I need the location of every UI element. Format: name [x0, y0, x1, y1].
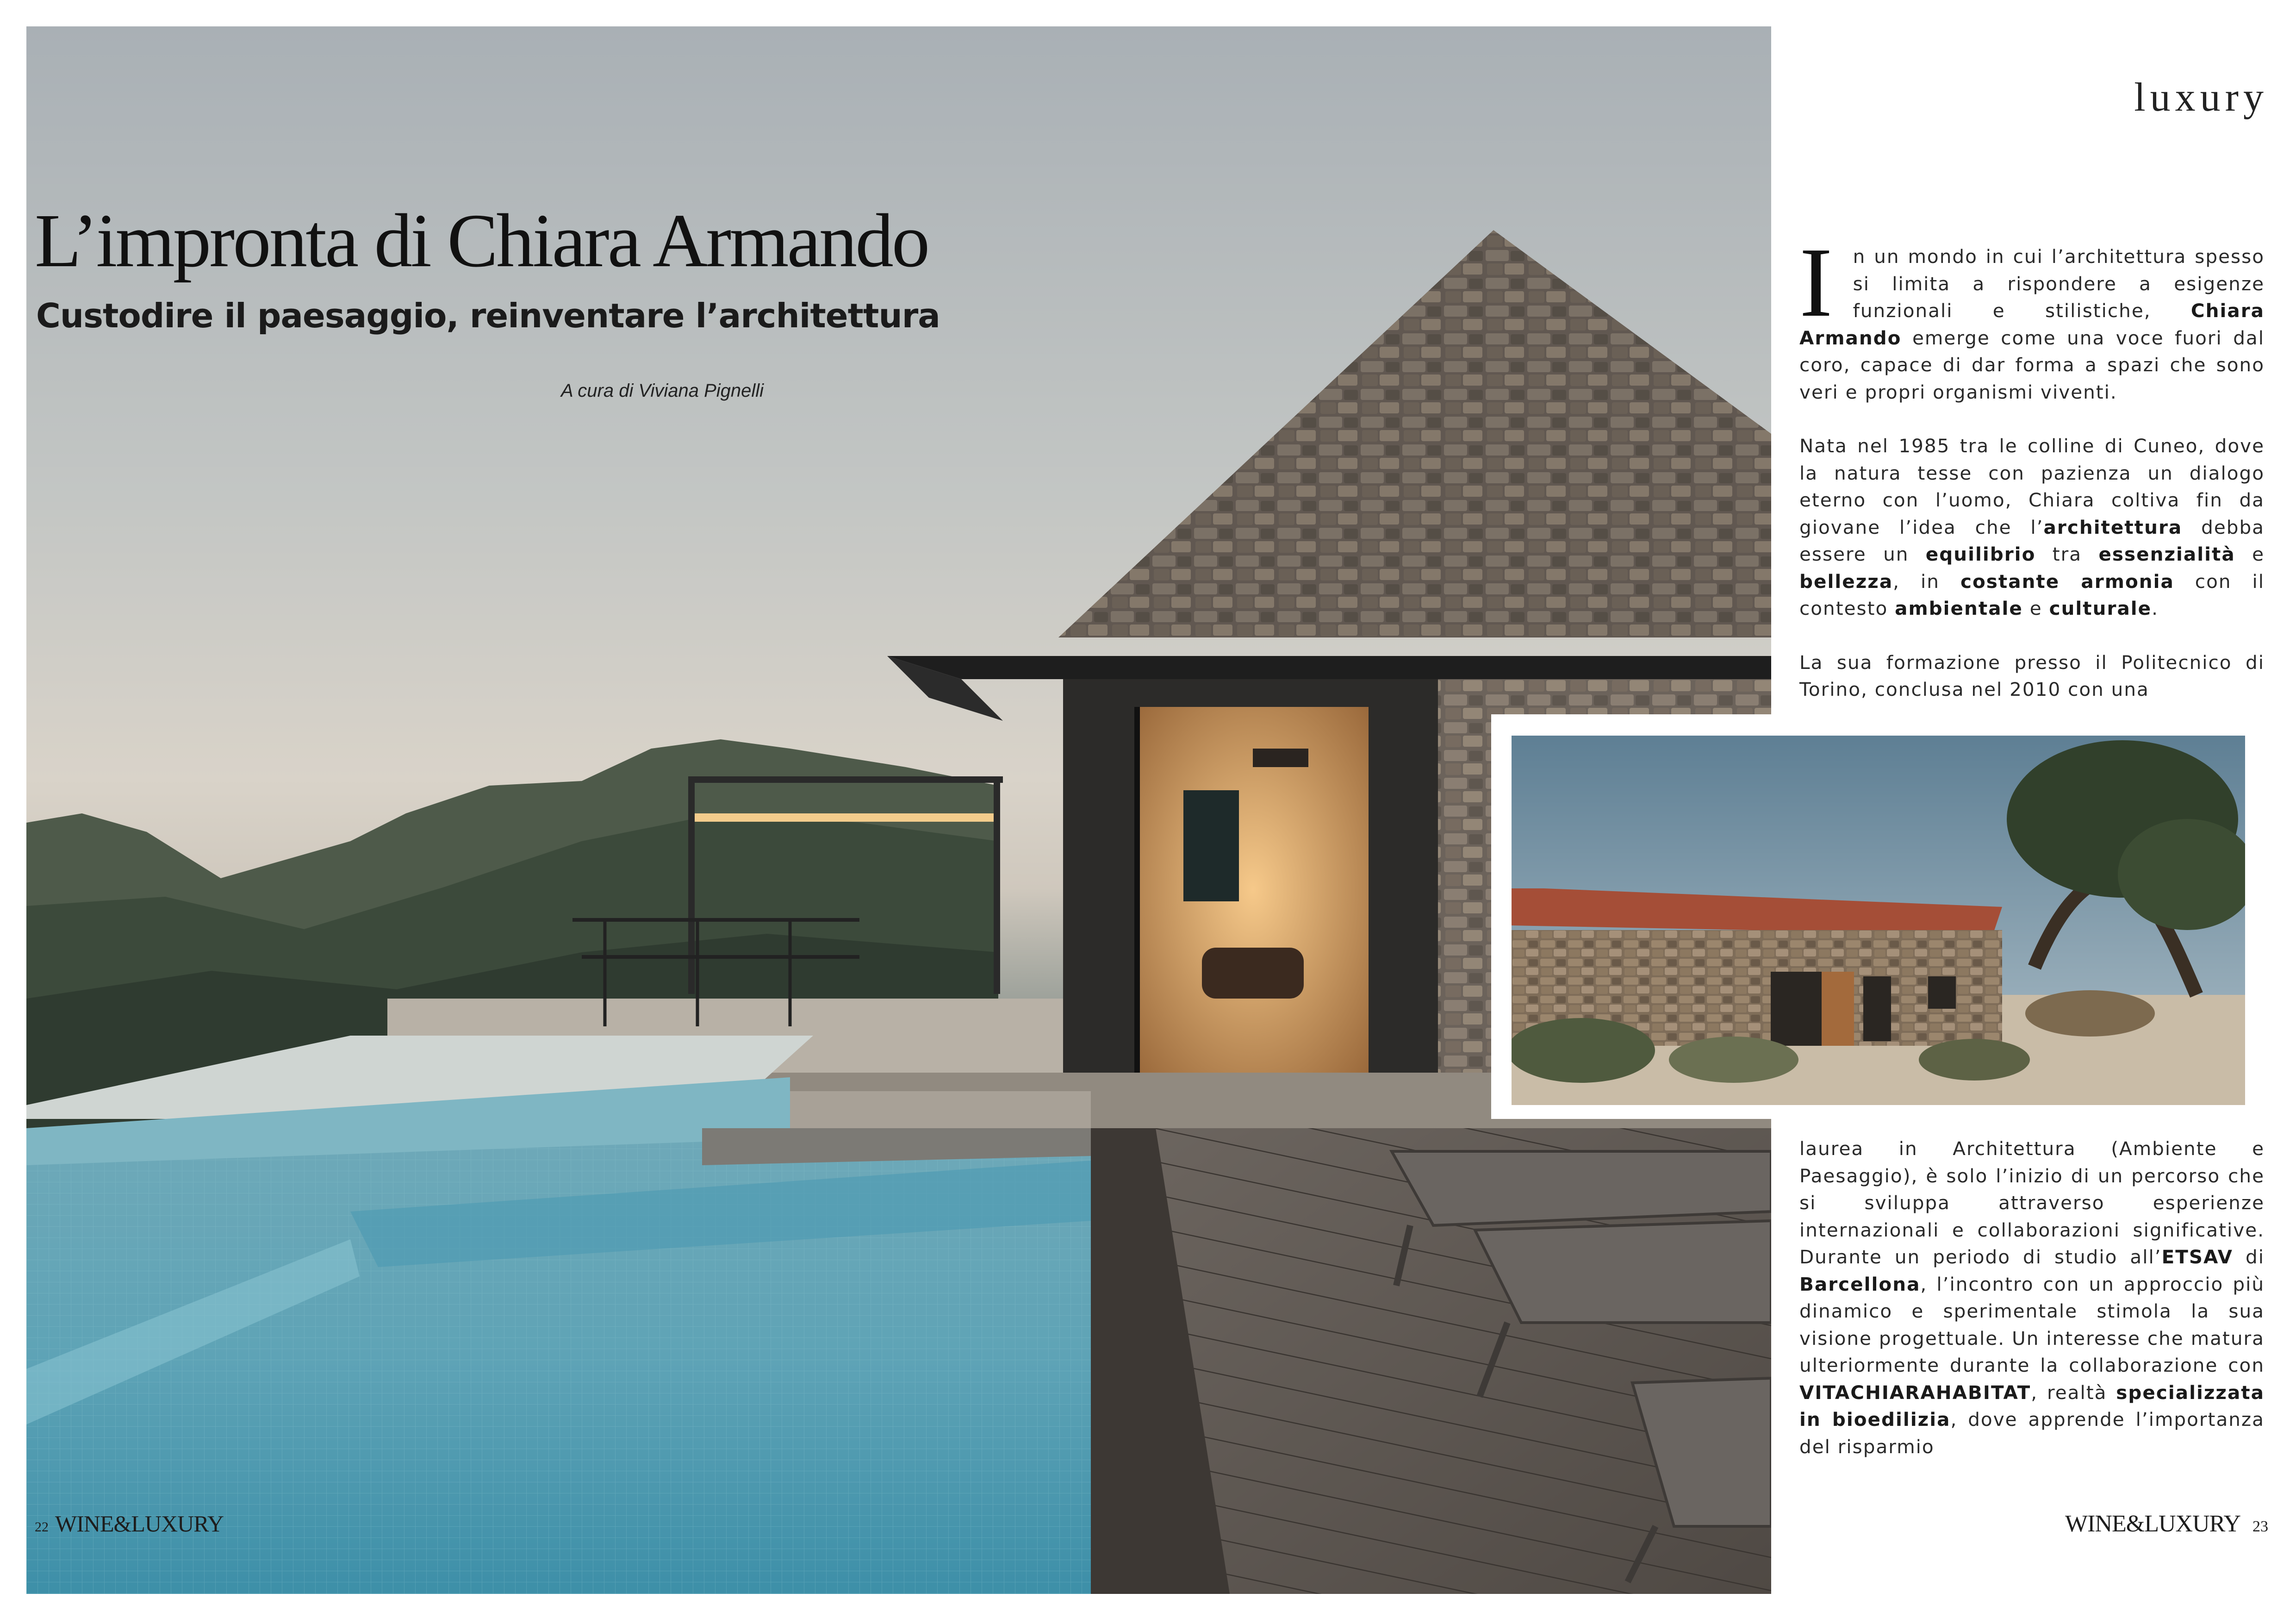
- bold-run: Barcellona: [1799, 1273, 1921, 1295]
- text-run: , l’incontro con un approccio più dinamico e sperimentale stimola la sua visione progettuale. Un interesse che matura ulteriormente durante la collaborazione con: [1799, 1273, 2265, 1376]
- bold-run: VITACHIARAHABITAT: [1799, 1381, 2031, 1404]
- text-run: e: [2022, 597, 2049, 619]
- rich-text: [1799, 1137, 2265, 1458]
- bold-run: costante armonia: [1960, 570, 2174, 593]
- bold-run: essenzialità: [2098, 543, 2235, 565]
- bold-run: culturale: [2049, 597, 2152, 619]
- text-run: tra: [2035, 543, 2099, 565]
- bold-run: bellezza: [1799, 570, 1893, 593]
- stone-cottage-illustration: [1512, 736, 2245, 1105]
- bold-run: architettura: [2043, 516, 2183, 538]
- article-title: L’impronta di Chiara Armando: [35, 198, 928, 283]
- magazine-logo-left: WINE&LUXURY: [55, 1511, 224, 1537]
- paragraph-1: [1799, 227, 2265, 406]
- bold-run: Chiara Armando: [1799, 300, 2265, 349]
- paragraph-3-continued: [1799, 1135, 2265, 1460]
- folio-right: [2065, 1510, 2268, 1537]
- text-run: , in: [1893, 570, 1960, 593]
- section-label: luxury: [2134, 75, 2268, 120]
- inset-photo: [1491, 714, 2246, 1119]
- text-run: Nata nel 1985 tra le colline di Cuneo, dove la natura tesse con pazienza un dialogo eterno con l’uomo, Chiara coltiva fin da giovane l’idea che l’: [1799, 435, 2265, 538]
- body-column-top: [1799, 227, 2265, 730]
- rich-text: [1799, 435, 2265, 619]
- body-column-bottom: [1799, 1135, 2265, 1487]
- text-run: , realtà: [2031, 1381, 2116, 1404]
- text-run: n un mondo in cui l’architettura spesso si limita a rispondere a esigenze funzionali e stilistiche,: [1853, 245, 2265, 322]
- text-run: debba essere un: [1799, 516, 2265, 565]
- text-run: emerge come una voce fuori dal coro, capace di dar forma a spazi che sono veri e propri organismi viventi.: [1799, 326, 2265, 403]
- text-run: con il contesto: [1799, 570, 2265, 619]
- folio-left: [35, 1510, 224, 1537]
- text-run: , dove apprende l’importanza del risparmio: [1799, 1408, 2265, 1458]
- dropcap: I: [1799, 227, 1834, 337]
- bold-run: specializzata in bioedilizia: [1799, 1381, 2265, 1430]
- text-run: .: [2152, 597, 2159, 619]
- paragraph-2: [1799, 432, 2265, 622]
- bold-run: ETSAV: [2161, 1246, 2233, 1268]
- bold-run: ambientale: [1895, 597, 2023, 619]
- text-run: e: [2235, 543, 2265, 565]
- paragraph-3-start: La sua formazione presso il Politecnico di Torino, conclusa nel 2010 con una: [1799, 651, 2265, 700]
- page-number-left: 22: [35, 1519, 49, 1535]
- page-number-right: 23: [2252, 1518, 2268, 1535]
- article-subtitle: Custodire il paesaggio, reinventare l’architettura: [36, 296, 940, 335]
- article-byline: A cura di Viviana Pignelli: [561, 381, 764, 401]
- magazine-logo-right: WINE&LUXURY: [2065, 1511, 2240, 1537]
- text-run: laurea in Architettura (Ambiente e Paesaggio), è solo l’inizio di un percorso che si sviluppa attraverso esperienze internazionali e collaborazioni significative. Durante un periodo di studio all’: [1799, 1137, 2265, 1268]
- text-run: di: [2233, 1246, 2265, 1268]
- bold-run: equilibrio: [1925, 543, 2036, 565]
- rich-text: [1799, 227, 2265, 403]
